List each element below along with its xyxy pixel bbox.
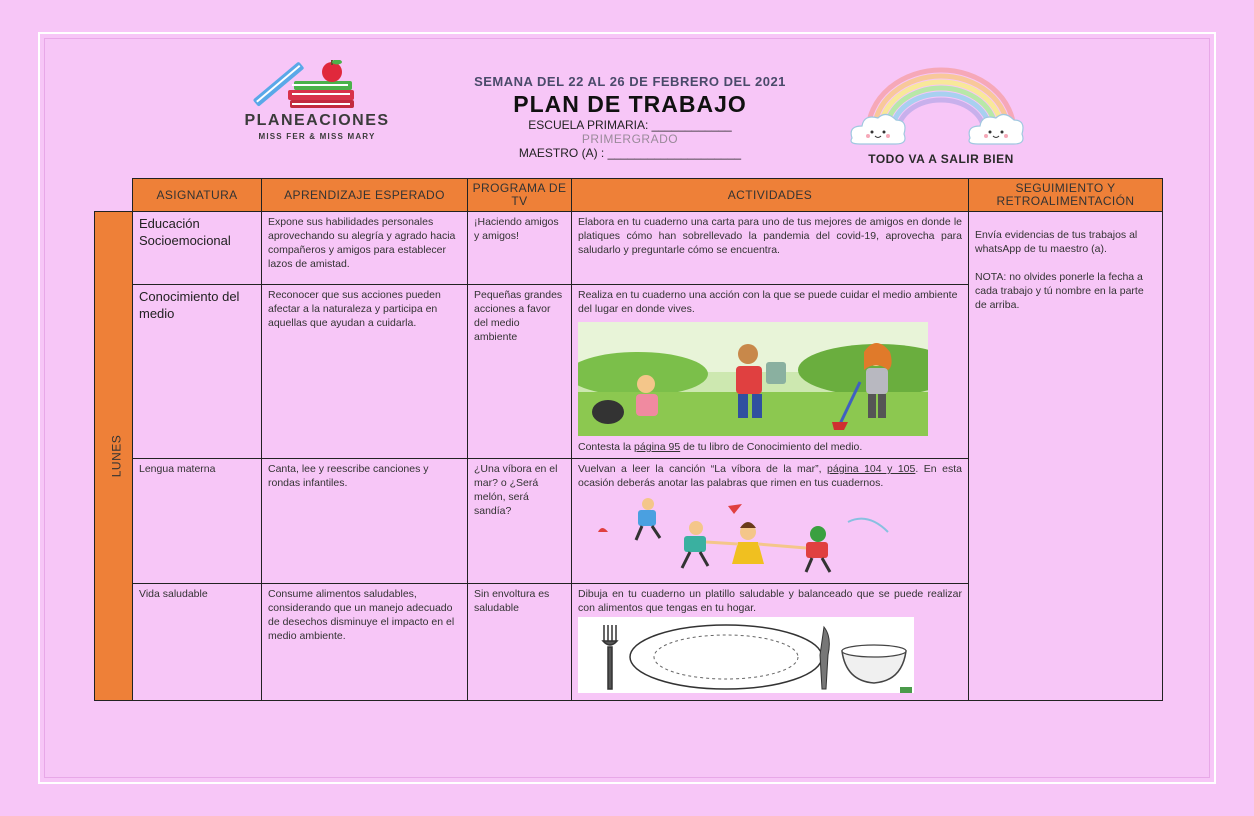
activity-cell xyxy=(572,212,969,285)
motto-text: TODO VA A SALIR BIEN xyxy=(868,152,1014,166)
learning-text: Consume alimentos saludables, considerando que un manejo adecuado de desechos disminuye el impacto en el medio ambiente. xyxy=(268,588,455,642)
books-apple-icon xyxy=(222,60,412,116)
activity-text: Dibuja en tu cuaderno un platillo saludable y balanceado que se puede realizar con alimentos que tengas en tu hogar. xyxy=(578,588,962,614)
learning-cell xyxy=(262,459,468,584)
tv-text: Sin envoltura es saludable xyxy=(474,588,550,614)
tv-cell xyxy=(468,212,572,285)
feedback-note: NOTA: no olvides ponerle la fecha a cada trabajo y tú nombre en la parte de arriba. xyxy=(975,271,1144,311)
page-link[interactable]: página 95 xyxy=(634,441,681,453)
activity-followup: Contesta la página 95 de tu libro de Conocimiento del medio. xyxy=(578,441,863,453)
day-label: LUNES xyxy=(109,434,124,477)
learning-cell xyxy=(262,285,468,459)
column-header-feedback: SEGUIMIENTO Y RETROALIMENTACIÓN xyxy=(969,179,1163,212)
feedback-evidence: Envía evidencias de tus trabajos al whatsApp de tu maestro (a). xyxy=(975,229,1138,255)
activity-text: Elabora en tu cuaderno una carta para uno de tus mejores de amigos en donde le platiques cómo han sobrellevado la pandemia del covid-19, aprovecha para saludarlo y preguntarle cómo se encuentra. xyxy=(578,216,962,256)
grade-label: PRIMERGRADO xyxy=(581,132,679,146)
rainbow-graphic xyxy=(846,60,1036,172)
header-spacer xyxy=(95,179,133,212)
school-field: ESCUELA PRIMARIA: ____________ xyxy=(528,118,732,132)
learning-text: Expone sus habilidades personales aprovechando su alegría y agrado hacia compañeros y amigos para establecer lazos de amistad. xyxy=(268,216,456,270)
activity-cell xyxy=(572,584,969,701)
column-header-subject: ASIGNATURA xyxy=(133,179,262,212)
logo-title: PLANEACIONES xyxy=(244,112,390,129)
subject-text: Lengua materna xyxy=(139,463,216,475)
tv-text: Pequeñas grandes acciones a favor del medio ambiente xyxy=(474,289,563,343)
tv-cell xyxy=(468,459,572,584)
subject-text: Educación Socioemocional xyxy=(139,216,231,248)
activity-cell xyxy=(572,285,969,459)
planeaciones-logo xyxy=(222,60,412,150)
subject-text: Conocimiento del medio xyxy=(139,289,240,321)
tv-cell xyxy=(468,285,572,459)
learning-cell xyxy=(262,212,468,285)
rainbow-clouds-icon xyxy=(846,60,1036,150)
subject-cell xyxy=(133,584,262,701)
environment-illustration xyxy=(578,322,962,440)
feedback-cell xyxy=(969,212,1163,701)
activity-text: Realiza en tu cuaderno una acción con la que se puede cuidar el medio ambiente del lugar en donde vives. xyxy=(578,289,958,315)
subject-cell xyxy=(133,285,262,459)
activity-text: Vuelvan a leer la canción “La víbora de la mar”, página 104 y 105. En esta ocasión deberás anotar las palabras que rimen en tus cuadernos. xyxy=(578,463,962,489)
tv-text: ¿Una víbora en el mar? o ¿Será melón, será sandía? xyxy=(474,463,558,517)
learning-cell xyxy=(262,584,468,701)
subject-text: Vida saludable xyxy=(139,588,208,600)
week-label: SEMANA DEL 22 AL 26 DE FEBRERO DEL 2021 xyxy=(474,74,786,89)
page-title: PLAN DE TRABAJO xyxy=(513,91,747,117)
logo-subtitle: MISS FER & MISS MARY xyxy=(258,132,376,141)
subject-cell xyxy=(133,459,262,584)
document-header xyxy=(440,74,820,160)
teacher-field: MAESTRO (A) : ____________________ xyxy=(518,146,742,160)
tv-text: ¡Haciendo amigos y amigos! xyxy=(474,216,559,242)
day-cell xyxy=(95,212,133,701)
table-row xyxy=(95,212,1163,285)
column-header-tv: PROGRAMA DE TV xyxy=(468,179,572,212)
learning-text: Canta, lee y reescribe canciones y rondas infantiles. xyxy=(268,463,429,489)
activity-cell xyxy=(572,459,969,584)
column-header-activities: ACTIVIDADES xyxy=(572,179,969,212)
dancing-kids-illustration xyxy=(578,492,962,578)
page-link[interactable]: página 104 y 105 xyxy=(827,463,916,475)
work-plan-table xyxy=(94,178,1163,701)
learning-text: Reconocer que sus acciones pueden afectar a la naturaleza y participa en aquellas que ayudan a cuidarla. xyxy=(268,289,441,329)
tv-cell xyxy=(468,584,572,701)
plate-illustration xyxy=(578,617,962,697)
column-header-learning: APRENDIZAJE ESPERADO xyxy=(262,179,468,212)
subject-cell xyxy=(133,212,262,285)
